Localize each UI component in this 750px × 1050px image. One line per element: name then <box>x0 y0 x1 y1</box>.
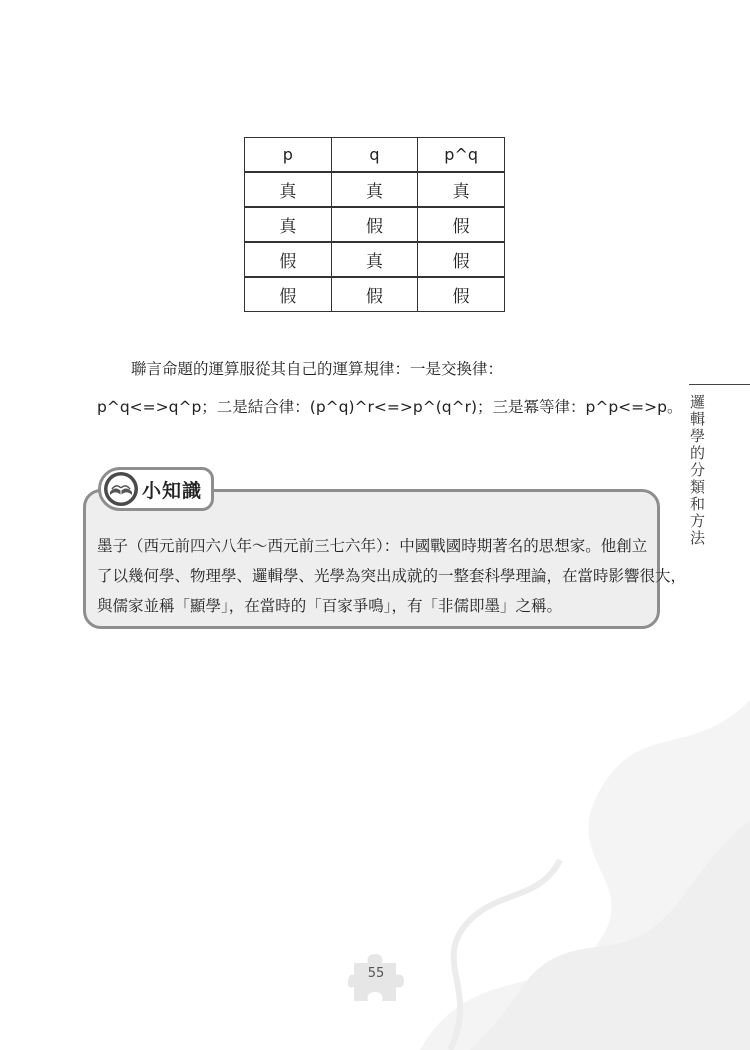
paragraph-line: p^q<=>q^p；二是結合律：(p^q)^r<=>p^(q^r)；三是冪等律：p^p<=>p。 <box>97 398 683 416</box>
knowledge-box-line: 了以幾何學、物理學、邏輯學、光學為突出成就的一整套科學理論，在當時影響很大， <box>97 567 687 585</box>
table-header-cell: p <box>245 138 332 173</box>
table-cell: 真 <box>245 207 332 242</box>
paragraph-line: 聯言命題的運算服從其自己的運算規律：一是交換律： <box>131 360 504 378</box>
knowledge-box-title: 小知識 <box>142 479 203 502</box>
table-cell: 真 <box>418 172 505 207</box>
knowledge-box-line: 墨子（西元前四六八年～西元前三七六年）：中國戰國時期著名的思想家。他創立 <box>97 537 648 555</box>
table-cell: 假 <box>245 242 332 277</box>
chapter-divider <box>689 384 750 385</box>
table-cell: 真 <box>331 172 418 207</box>
table-cell: 真 <box>331 242 418 277</box>
table-cell: 假 <box>418 242 505 277</box>
book-icon <box>102 470 140 508</box>
table-cell: 真 <box>245 172 332 207</box>
table-row <box>245 277 505 312</box>
table-header-row <box>245 138 505 173</box>
table-cell: 假 <box>418 207 505 242</box>
table-cell: 假 <box>331 207 418 242</box>
table-header-cell: p^q <box>418 138 505 173</box>
table-row <box>245 242 505 277</box>
knowledge-box-text <box>97 531 687 621</box>
table-cell: 假 <box>418 277 505 312</box>
table-header-cell: q <box>331 138 418 173</box>
truth-table <box>244 137 505 312</box>
chapter-label: 邏輯學的分類和方法 <box>690 393 706 547</box>
table-row <box>245 207 505 242</box>
page-number: 55 <box>367 966 385 981</box>
table-row <box>245 172 505 207</box>
knowledge-box-tab <box>98 467 214 511</box>
table-cell: 假 <box>331 277 418 312</box>
table-cell: 假 <box>245 277 332 312</box>
knowledge-box-line: 與儒家並稱「顯學」，在當時的「百家爭鳴」，有「非儒即墨」之稱。 <box>97 597 563 615</box>
